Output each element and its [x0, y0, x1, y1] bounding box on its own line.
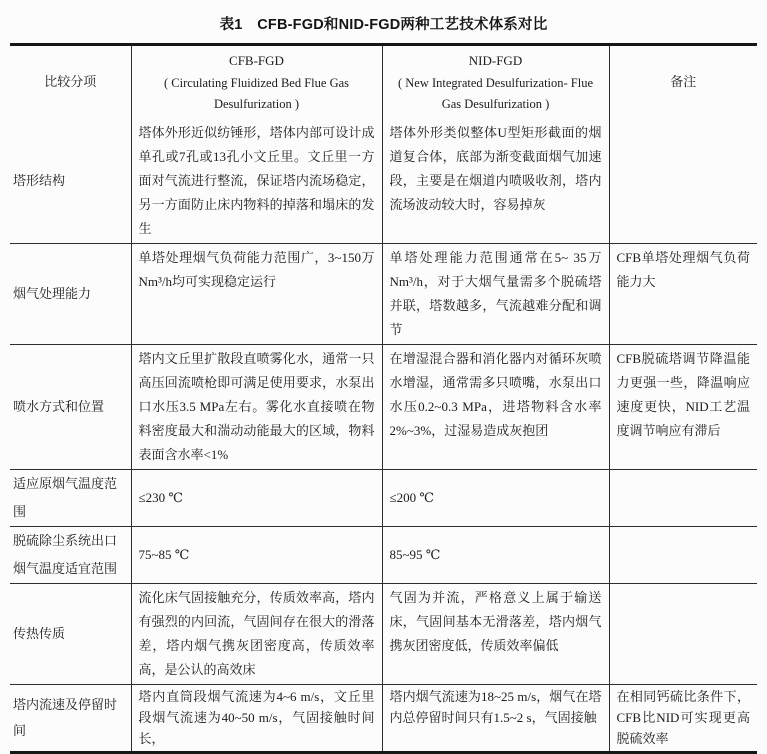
table-row [10, 344, 757, 469]
row-label-tower-structure: 塔形结构 [10, 119, 131, 244]
cell-nid-velocity-residence: 塔内烟气流速为18~25 m/s，烟气在塔内总停留时间只有1.5~2 s，气固接触 [382, 684, 609, 752]
cell-note-velocity-residence: 在相同钙硫比条件下，CFB比NID可实现更高脱硫效率 [609, 684, 757, 752]
comparison-table [10, 43, 757, 754]
row-label-velocity-residence: 塔内流速及停留时间 [13, 696, 118, 738]
cell-note-gas-capacity: CFB单塔处理烟气负荷能力大 [609, 243, 757, 344]
header-cfb-fgd [131, 45, 382, 119]
table-row [10, 243, 757, 344]
cell-nid-outlet-temp: 85~95 ℃ [382, 526, 609, 583]
table-row [10, 684, 757, 752]
cell-note-heat-mass-transfer [609, 583, 757, 684]
header-cfb-name: CFB-FGD [229, 53, 284, 69]
cell-cfb-inlet-temp: ≤230 ℃ [131, 469, 382, 526]
table-row [10, 526, 757, 583]
row-label-outlet-temp: 脱硫除尘系统出口烟气温度适宜范围 [10, 526, 131, 583]
table-row [10, 583, 757, 684]
row-label-inlet-temp: 适应原烟气温度范围 [10, 469, 131, 526]
row-label-gas-capacity: 烟气处理能力 [10, 243, 131, 344]
cell-note-outlet-temp [609, 526, 757, 583]
table-title: 表1 CFB-FGD和NID-FGD两种工艺技术体系对比 [219, 17, 548, 33]
cell-cfb-outlet-temp: 75~85 ℃ [131, 526, 382, 583]
header-compare-item: 比较分项 [44, 74, 97, 90]
cell-cfb-gas-capacity: 单塔处理烟气负荷能力范围广，3~150万 Nm³/h均可实现稳定运行 [131, 243, 382, 344]
cell-note-inlet-temp [609, 469, 757, 526]
header-nid-fullname: ( New Integrated Desulfurization- Flue Gas Desulfurization ) [397, 76, 594, 112]
header-cfb-fullname: ( Circulating Fluidized Bed Flue Gas Desulfurization ) [163, 76, 350, 112]
cell-note-water-spray: CFB脱硫塔调节降温能力更强一些，降温响应速度更快，NID工艺温度调节响应有滞后 [609, 344, 757, 469]
cell-note-tower-structure [609, 119, 757, 244]
header-remark: 备注 [609, 45, 757, 119]
header-nid-name: NID-FGD [468, 53, 523, 69]
table-row [10, 119, 757, 244]
table-row [10, 469, 757, 526]
cell-cfb-tower-structure: 塔体外形近似纺锤形，塔体内部可设计成单孔或7孔或13孔小文丘里。文丘里一方面对气流进行整流，保证塔内流场稳定，另一方面防止床内物料的掉落和塌床的发生 [131, 119, 382, 244]
cell-cfb-water-spray: 塔内文丘里扩散段直喷雾化水，通常一只高压回流喷枪即可满足使用要求，水泵出口水压3.5 MPa左右。雾化水直接喷在物料密度最大和湍动动能最大的区域，物料表面含水率<1% [131, 344, 382, 469]
header-row [10, 45, 757, 119]
cell-nid-gas-capacity: 单塔处理能力范围通常在5~ 35万 Nm³/h，对于大烟气量需多个脱硫塔并联，塔数越多，气流越难分配和调节 [382, 243, 609, 344]
header-nid-fgd [382, 45, 609, 119]
cell-nid-tower-structure: 塔体外形类似整体U型矩形截面的烟道复合体，底部为渐变截面烟气加速段，主要是在烟道内喷吸收剂，塔内流场波动较大时，容易掉灰 [382, 119, 609, 244]
cell-cfb-velocity-residence: 塔内直筒段烟气流速为4~6 m/s，文丘里段烟气流速为40~50 m/s，气固接触时间长， [131, 684, 382, 752]
cell-nid-inlet-temp: ≤200 ℃ [382, 469, 609, 526]
cell-nid-water-spray: 在增湿混合器和消化器内对循环灰喷水增湿，通常需多只喷嘴，水泵出口水压0.2~0.3 MPa，进塔物料含水率2%~3%，过湿易造成灰抱团 [382, 344, 609, 469]
cell-cfb-heat-mass-transfer: 流化床气固接触充分，传质效率高，塔内有强烈的内回流，气固间存在很大的滑落差，塔内烟气携灰团密度高，传质效率高，是公认的高效床 [131, 583, 382, 684]
cell-nid-heat-mass-transfer: 气固为并流，严格意义上属于输送床，气固间基本无滑落差，塔内烟气携灰团密度低，传质效率偏低 [382, 583, 609, 684]
row-label-heat-mass-transfer: 传热传质 [10, 583, 131, 684]
row-label-water-spray: 喷水方式和位置 [10, 344, 131, 469]
